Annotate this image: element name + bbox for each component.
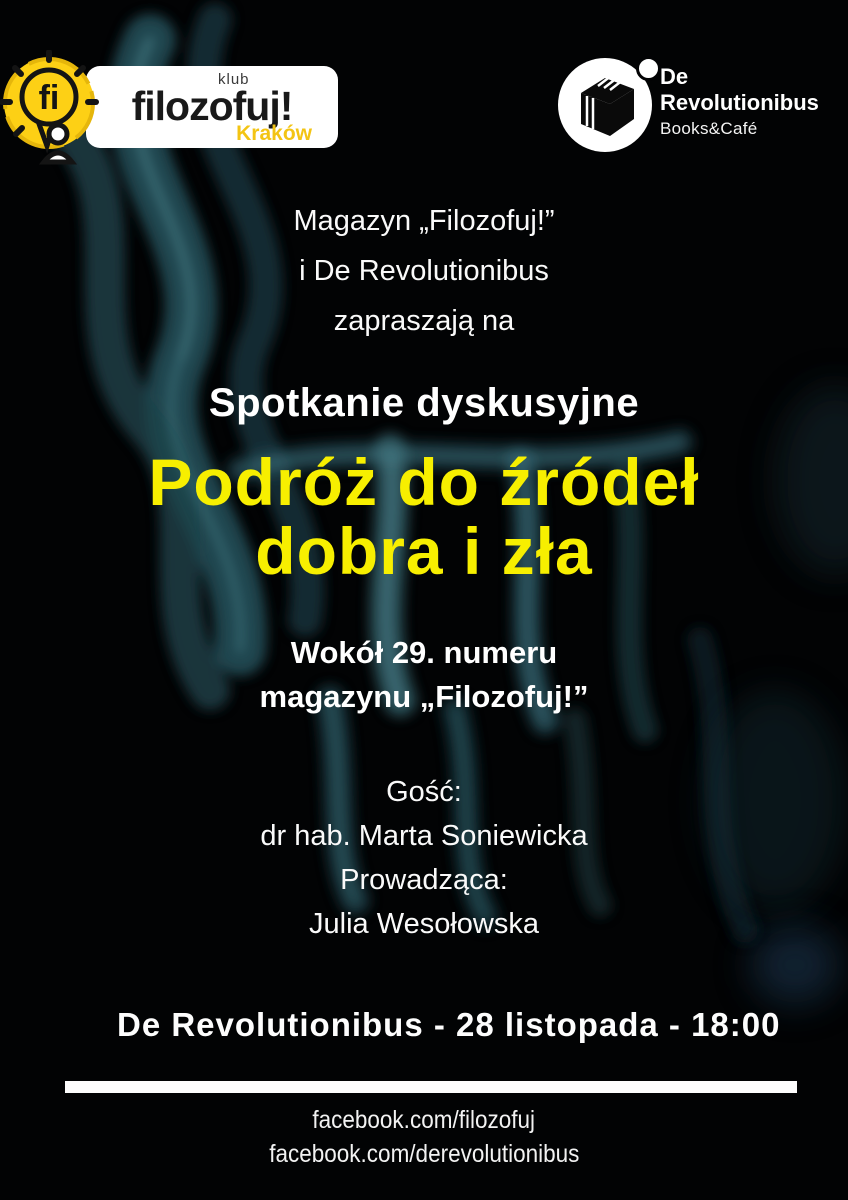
logo-text-de: De <box>660 64 689 89</box>
event-title-line-1: Podróż do źródeł <box>148 445 700 519</box>
intro-line-3: zapraszają na <box>333 305 515 337</box>
subtitle-line-2: magazynu „Filozofuj!” <box>259 679 589 714</box>
filozofuj-logo-klub-label: klub <box>218 71 250 88</box>
event-title-line-2: dobra i zła <box>255 514 593 588</box>
footer-links <box>0 1103 848 1171</box>
event-title <box>0 445 848 588</box>
filozofuj-logo-name: filozofuj! <box>131 83 293 129</box>
event-type-heading: Spotkanie dyskusyjne <box>208 381 640 425</box>
svg-text:fi: fi <box>38 79 60 117</box>
intro-line-1: Magazyn „Filozofuj!” <box>293 205 555 237</box>
filozofuj-logo <box>86 66 338 148</box>
lightbulb-icon <box>0 50 102 168</box>
host-name: Julia Wesołowska <box>309 908 539 940</box>
intro-text <box>0 196 848 346</box>
subtitle-line-1: Wokół 29. numeru <box>290 635 558 670</box>
speakers-block <box>0 770 848 946</box>
divider-bar <box>65 1081 797 1093</box>
de-revolutionibus-logo-text <box>660 66 819 137</box>
facebook-link-derevolutionibus: facebook.com/derevolutionibus <box>268 1140 580 1168</box>
facebook-link-filozofuj: facebook.com/filozofuj <box>312 1106 536 1134</box>
guest-label: Gość: <box>386 776 462 808</box>
host-label: Prowadząca: <box>340 864 508 896</box>
filozofuj-logo-city: Kraków <box>236 122 312 145</box>
logo-text-revolutionibus: Revolutionibus <box>660 90 819 115</box>
guest-name: dr hab. Marta Soniewicka <box>260 820 588 852</box>
logo-dot <box>636 56 661 81</box>
event-subtitle <box>0 631 848 719</box>
intro-line-2: i De Revolutionibus <box>299 255 549 287</box>
logo-text-books-cafe: Books&Café <box>660 119 758 138</box>
event-details: De Revolutionibus - 28 listopada - 18:00 <box>117 1006 781 1043</box>
